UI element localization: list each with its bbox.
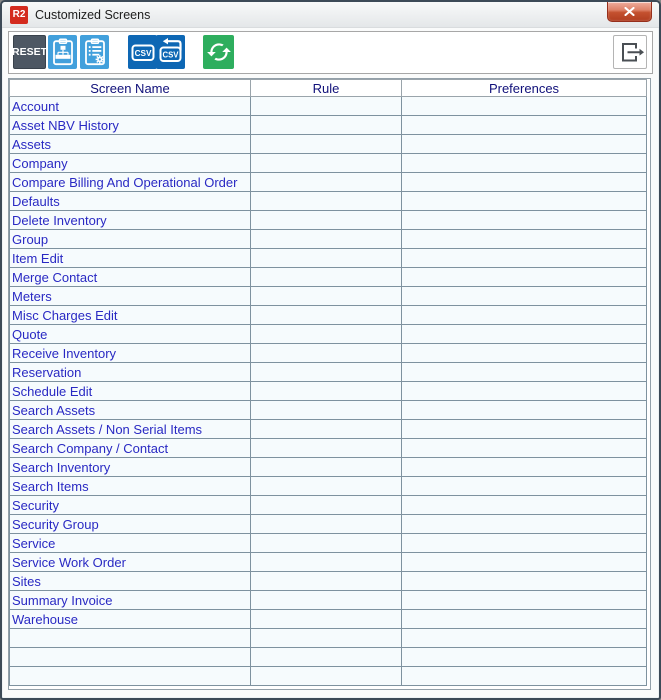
close-icon bbox=[624, 7, 635, 16]
screen-name-cell[interactable] bbox=[10, 648, 251, 667]
preferences-cell[interactable] bbox=[402, 648, 647, 667]
titlebar bbox=[2, 2, 659, 28]
table-row[interactable] bbox=[10, 610, 647, 629]
screen-name-cell[interactable]: Search Assets bbox=[10, 401, 251, 420]
preferences-cell[interactable] bbox=[402, 363, 647, 382]
preferences-cell[interactable] bbox=[402, 116, 647, 135]
screen-name-cell[interactable]: Search Inventory bbox=[10, 458, 251, 477]
table-row[interactable] bbox=[10, 192, 647, 211]
rule-customization-button[interactable] bbox=[80, 35, 109, 69]
close-button[interactable] bbox=[607, 2, 652, 22]
refresh-button[interactable] bbox=[203, 35, 234, 69]
screen-name-cell[interactable]: Defaults bbox=[10, 192, 251, 211]
rule-cell[interactable] bbox=[251, 572, 402, 591]
preferences-cell[interactable] bbox=[402, 211, 647, 230]
column-header-rule[interactable]: Rule bbox=[251, 80, 402, 97]
export-csv-button[interactable] bbox=[128, 35, 157, 69]
svg-text:CSV: CSV bbox=[161, 50, 179, 60]
table-row[interactable] bbox=[10, 249, 647, 268]
screen-name-cell[interactable]: Misc Charges Edit bbox=[10, 306, 251, 325]
clipboard-hierarchy-icon bbox=[51, 38, 75, 66]
rule-cell[interactable] bbox=[251, 211, 402, 230]
table-row[interactable] bbox=[10, 667, 647, 686]
screen-name-cell[interactable]: Search Company / Contact bbox=[10, 439, 251, 458]
clipboard-gear-icon bbox=[83, 38, 107, 66]
table-row[interactable] bbox=[10, 97, 647, 116]
preferences-cell[interactable] bbox=[402, 268, 647, 287]
screen-customization-button[interactable] bbox=[48, 35, 77, 69]
preferences-cell[interactable] bbox=[402, 306, 647, 325]
preferences-cell[interactable] bbox=[402, 401, 647, 420]
rule-cell[interactable] bbox=[251, 534, 402, 553]
rule-cell[interactable] bbox=[251, 610, 402, 629]
rule-cell[interactable] bbox=[251, 306, 402, 325]
preferences-cell[interactable] bbox=[402, 154, 647, 173]
preferences-cell[interactable] bbox=[402, 629, 647, 648]
table-row[interactable] bbox=[10, 154, 647, 173]
rule-cell[interactable] bbox=[251, 344, 402, 363]
rule-cell[interactable] bbox=[251, 667, 402, 686]
refresh-icon bbox=[206, 39, 232, 65]
screen-name-cell[interactable]: Item Edit bbox=[10, 249, 251, 268]
rule-cell[interactable] bbox=[251, 477, 402, 496]
screen-name-cell[interactable]: Company bbox=[10, 154, 251, 173]
preferences-cell[interactable] bbox=[402, 249, 647, 268]
rule-cell[interactable] bbox=[251, 515, 402, 534]
table-row[interactable] bbox=[10, 287, 647, 306]
table-row[interactable] bbox=[10, 116, 647, 135]
window-title: Customized Screens bbox=[35, 8, 151, 22]
screen-name-cell[interactable]: Account bbox=[10, 97, 251, 116]
screen-name-cell[interactable]: Reservation bbox=[10, 363, 251, 382]
rule-cell[interactable] bbox=[251, 135, 402, 154]
preferences-cell[interactable] bbox=[402, 591, 647, 610]
rule-cell[interactable] bbox=[251, 230, 402, 249]
rule-cell[interactable] bbox=[251, 591, 402, 610]
screen-name-cell[interactable]: Warehouse bbox=[10, 610, 251, 629]
table-row[interactable] bbox=[10, 496, 647, 515]
customized-screens-table bbox=[9, 79, 647, 686]
import-csv-button[interactable] bbox=[156, 35, 185, 69]
screen-name-cell[interactable]: Sites bbox=[10, 572, 251, 591]
preferences-cell[interactable] bbox=[402, 572, 647, 591]
table-row[interactable] bbox=[10, 230, 647, 249]
preferences-cell[interactable] bbox=[402, 192, 647, 211]
table-row[interactable] bbox=[10, 648, 647, 667]
screen-name-cell[interactable]: Search Assets / Non Serial Items bbox=[10, 420, 251, 439]
table-row[interactable] bbox=[10, 420, 647, 439]
screen-name-cell[interactable]: Security bbox=[10, 496, 251, 515]
table-row[interactable] bbox=[10, 344, 647, 363]
rule-cell[interactable] bbox=[251, 116, 402, 135]
preferences-cell[interactable] bbox=[402, 553, 647, 572]
exit-button[interactable] bbox=[613, 35, 647, 69]
preferences-cell[interactable] bbox=[402, 97, 647, 116]
screen-name-cell[interactable]: Service Work Order bbox=[10, 553, 251, 572]
preferences-cell[interactable] bbox=[402, 230, 647, 249]
screen-name-cell[interactable]: Merge Contact bbox=[10, 268, 251, 287]
preferences-cell[interactable] bbox=[402, 325, 647, 344]
screen-name-cell[interactable]: Schedule Edit bbox=[10, 382, 251, 401]
table-row[interactable] bbox=[10, 173, 647, 192]
table-row[interactable] bbox=[10, 439, 647, 458]
rule-cell[interactable] bbox=[251, 629, 402, 648]
screens-grid-panel bbox=[8, 78, 651, 690]
svg-text:CSV: CSV bbox=[134, 49, 151, 59]
screen-name-cell[interactable]: Group bbox=[10, 230, 251, 249]
rule-cell[interactable] bbox=[251, 173, 402, 192]
table-row[interactable] bbox=[10, 401, 647, 420]
preferences-cell[interactable] bbox=[402, 534, 647, 553]
table-row[interactable] bbox=[10, 458, 647, 477]
rule-cell[interactable] bbox=[251, 401, 402, 420]
preferences-cell[interactable] bbox=[402, 610, 647, 629]
screen-name-cell[interactable] bbox=[10, 629, 251, 648]
table-row[interactable] bbox=[10, 534, 647, 553]
rule-cell[interactable] bbox=[251, 363, 402, 382]
preferences-cell[interactable] bbox=[402, 458, 647, 477]
preferences-cell[interactable] bbox=[402, 515, 647, 534]
rule-cell[interactable] bbox=[251, 192, 402, 211]
table-row[interactable] bbox=[10, 211, 647, 230]
screen-name-cell[interactable]: Compare Billing And Operational Order bbox=[10, 173, 251, 192]
column-header-preferences[interactable]: Preferences bbox=[402, 80, 647, 97]
rule-cell[interactable] bbox=[251, 496, 402, 515]
rule-cell[interactable] bbox=[251, 268, 402, 287]
csv-import-icon bbox=[158, 37, 184, 67]
preferences-cell[interactable] bbox=[402, 287, 647, 306]
rule-cell[interactable] bbox=[251, 97, 402, 116]
rule-cell[interactable] bbox=[251, 249, 402, 268]
rule-cell[interactable] bbox=[251, 458, 402, 477]
table-row[interactable] bbox=[10, 629, 647, 648]
preferences-cell[interactable] bbox=[402, 135, 647, 154]
table-row[interactable] bbox=[10, 477, 647, 496]
preferences-cell[interactable] bbox=[402, 344, 647, 363]
rule-cell[interactable] bbox=[251, 553, 402, 572]
screen-name-cell[interactable]: Delete Inventory bbox=[10, 211, 251, 230]
csv-export-icon bbox=[130, 37, 156, 67]
preferences-cell[interactable] bbox=[402, 382, 647, 401]
screen-name-cell[interactable] bbox=[10, 667, 251, 686]
preferences-cell[interactable] bbox=[402, 496, 647, 515]
preferences-cell[interactable] bbox=[402, 667, 647, 686]
column-header-screen-name[interactable]: Screen Name bbox=[10, 80, 251, 97]
table-row[interactable] bbox=[10, 515, 647, 534]
table-row[interactable] bbox=[10, 325, 647, 344]
r2-app-logo-icon: R2 bbox=[10, 6, 28, 24]
table-row[interactable] bbox=[10, 553, 647, 572]
screen-name-cell[interactable]: Quote bbox=[10, 325, 251, 344]
screen-name-cell[interactable]: Summary Invoice bbox=[10, 591, 251, 610]
reset-button[interactable]: RESET bbox=[13, 35, 46, 69]
preferences-cell[interactable] bbox=[402, 420, 647, 439]
table-header-row bbox=[10, 80, 647, 97]
screen-name-cell[interactable]: Service bbox=[10, 534, 251, 553]
table-row[interactable] bbox=[10, 591, 647, 610]
rule-cell[interactable] bbox=[251, 382, 402, 401]
table-row[interactable] bbox=[10, 363, 647, 382]
exit-icon bbox=[615, 37, 645, 67]
rule-cell[interactable] bbox=[251, 439, 402, 458]
screen-name-cell[interactable]: Search Items bbox=[10, 477, 251, 496]
table-row[interactable] bbox=[10, 382, 647, 401]
rule-cell[interactable] bbox=[251, 154, 402, 173]
table-row[interactable] bbox=[10, 306, 647, 325]
toolbar bbox=[8, 31, 653, 74]
screen-name-cell[interactable]: Security Group bbox=[10, 515, 251, 534]
screen-name-cell[interactable]: Meters bbox=[10, 287, 251, 306]
screen-name-cell[interactable]: Assets bbox=[10, 135, 251, 154]
preferences-cell[interactable] bbox=[402, 439, 647, 458]
rule-cell[interactable] bbox=[251, 648, 402, 667]
screen-name-cell[interactable]: Receive Inventory bbox=[10, 344, 251, 363]
rule-cell[interactable] bbox=[251, 325, 402, 344]
rule-cell[interactable] bbox=[251, 287, 402, 306]
preferences-cell[interactable] bbox=[402, 173, 647, 192]
table-row[interactable] bbox=[10, 268, 647, 287]
rule-cell[interactable] bbox=[251, 420, 402, 439]
table-body bbox=[10, 97, 647, 686]
table-row[interactable] bbox=[10, 135, 647, 154]
table-row[interactable] bbox=[10, 572, 647, 591]
preferences-cell[interactable] bbox=[402, 477, 647, 496]
screen-name-cell[interactable]: Asset NBV History bbox=[10, 116, 251, 135]
